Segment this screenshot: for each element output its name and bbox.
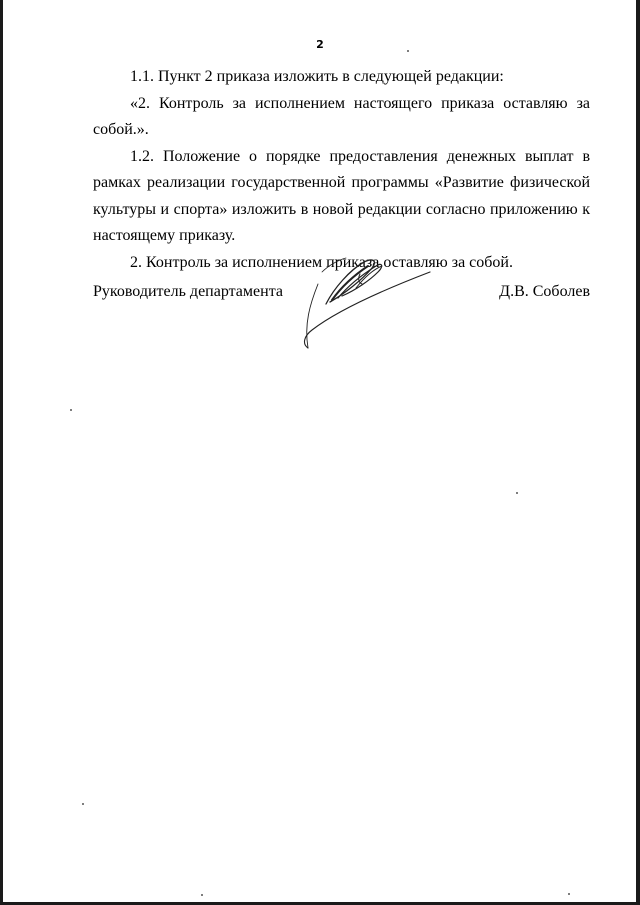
scan-speck [201,894,203,896]
scan-speck [70,409,72,411]
scan-border-left [0,0,3,905]
page-number: 2 [316,38,324,51]
paragraph-1-1: 1.1. Пункт 2 приказа изложить в следующей редакции: [130,68,504,85]
scan-speck [568,893,570,895]
scan-border-right [636,0,640,905]
paragraph-1-2: 1.2. Положение о порядке предоставления денежных выплат в рамках реализации государственной программы «Развитие физической культуры и спорта» изложить в новой редакции согласно приложению к настоящему приказу. [93,147,590,244]
paragraph-2: 2. Контроль за исполнением приказа оставляю за собой. [130,253,513,271]
scan-speck [516,492,518,494]
scan-speck [82,803,84,805]
scan-speck [407,50,409,52]
signatory-title: Руководитель департамента [93,283,283,300]
handwritten-signature [298,244,438,354]
signatory-name: Д.В. Соболев [499,283,590,300]
paragraph-quote: «2. Контроль за исполнением настоящего приказа оставляю за собой.». [93,94,590,138]
